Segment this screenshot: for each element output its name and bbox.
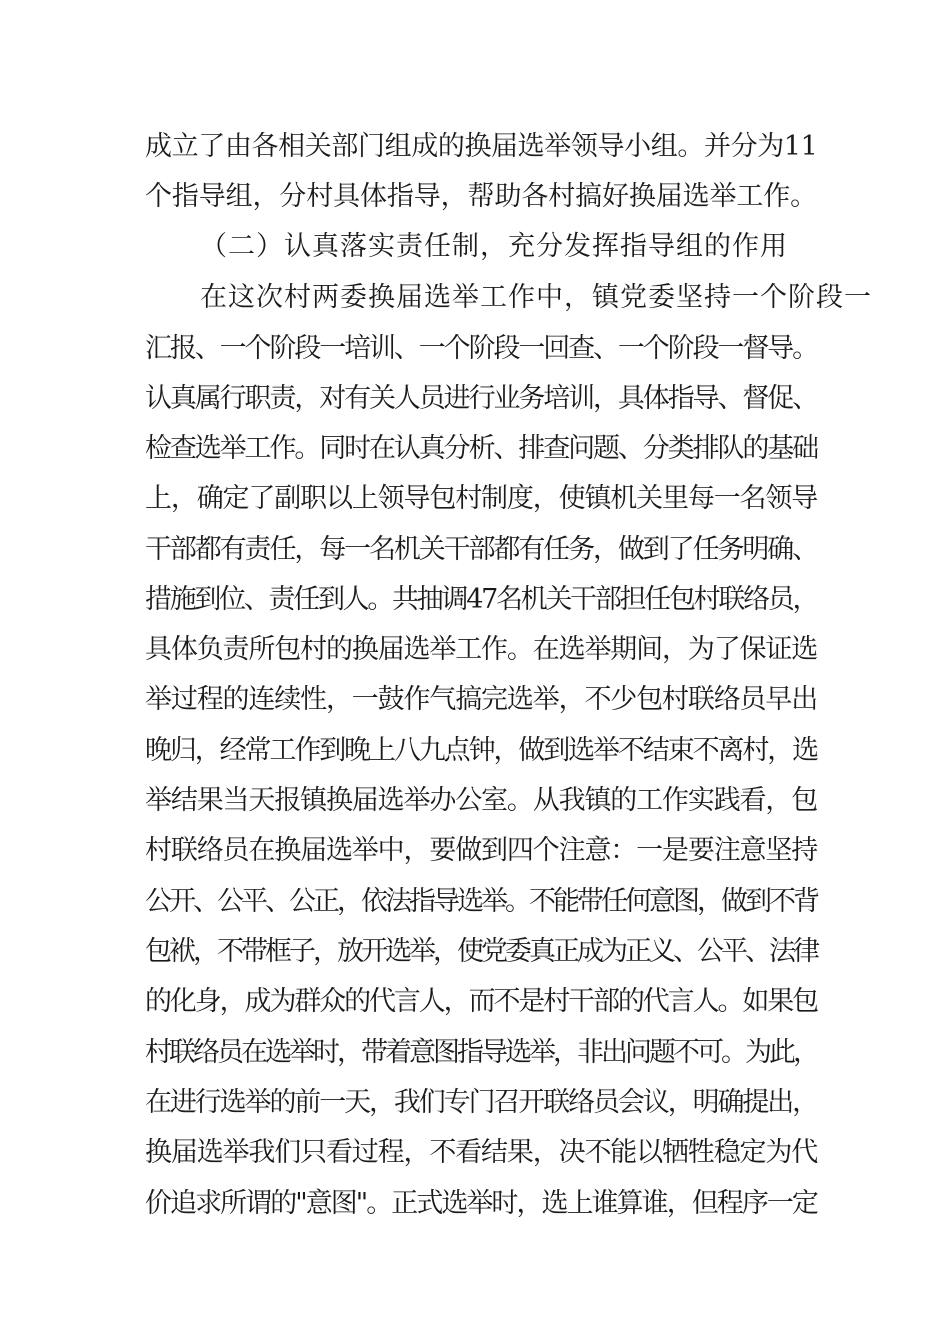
text-line: 举过程的连续性，一鼓作气搞完选举，不少包村联络员早出 [145,684,818,715]
text-line: 检查选举工作。同时在认真分析、排查问题、分类排队的基础 [145,433,818,464]
text-line: 在进行选举的前一天，我们专门召开联络员会议，明确提出， [145,1087,818,1118]
text-line: 包袱，不带框子，放开选举，使党委真正成为正义、公平、法律 [145,936,817,967]
text-line: 措施到位、责任到人。共抽调47名机关干部担任包村联络员， [145,584,818,615]
text-line: 举结果当天报镇换届选举办公室。从我镇的工作实践看，包 [145,785,818,816]
text-line: 上，确定了副职以上领导包村制度，使镇机关里每一名领导 [145,483,818,514]
text-line: 村联络员在选举时，带着意图指导选举，非出问题不可。为此， [145,1037,817,1068]
text-line: 换届选举我们只看过程，不看结果，决不能以牺牲稳定为代 [145,1137,818,1168]
text-line: 晚归，经常工作到晚上八九点钟，做到选举不结束不离村，选 [145,735,818,766]
text-line: 村联络员在换届选举中，要做到四个注意：一是要注意坚持 [145,835,818,866]
text-line: 认真属行职责，对有关人员进行业务培训，具体指导、督促、 [145,383,818,414]
text-line: 具体负责所包村的换届选举工作。在选举期间，为了保证选 [145,634,818,665]
paragraph-first-line: 在这次村两委换届选举工作中，镇党委坚持一个阶段一 [200,282,872,313]
text-line: 的化身，成为群众的代言人，而不是村干部的代言人。如果包 [145,986,818,1017]
text-line: 公开、公平、公正，依法指导选举。不能带任何意图，做到不背 [145,886,817,917]
section-heading: （二）认真落实责任制，充分发挥指导组的作用 [200,231,788,262]
text-line: 个指导组，分村具体指导，帮助各村搞好换届选举工作。 [145,181,817,212]
text-line: 成立了由各相关部门组成的换届选举领导小组。并分为11 [145,131,818,162]
text-line: 汇报、一个阶段一培训、一个阶段一回查、一个阶段一督导。 [145,333,818,364]
text-line: 价追求所谓的"意图"。正式选举时，选上谁算谁，但程序一定 [145,1188,817,1219]
text-line: 干部都有责任，每一名机关干部都有任务，做到了任务明确、 [145,534,818,565]
